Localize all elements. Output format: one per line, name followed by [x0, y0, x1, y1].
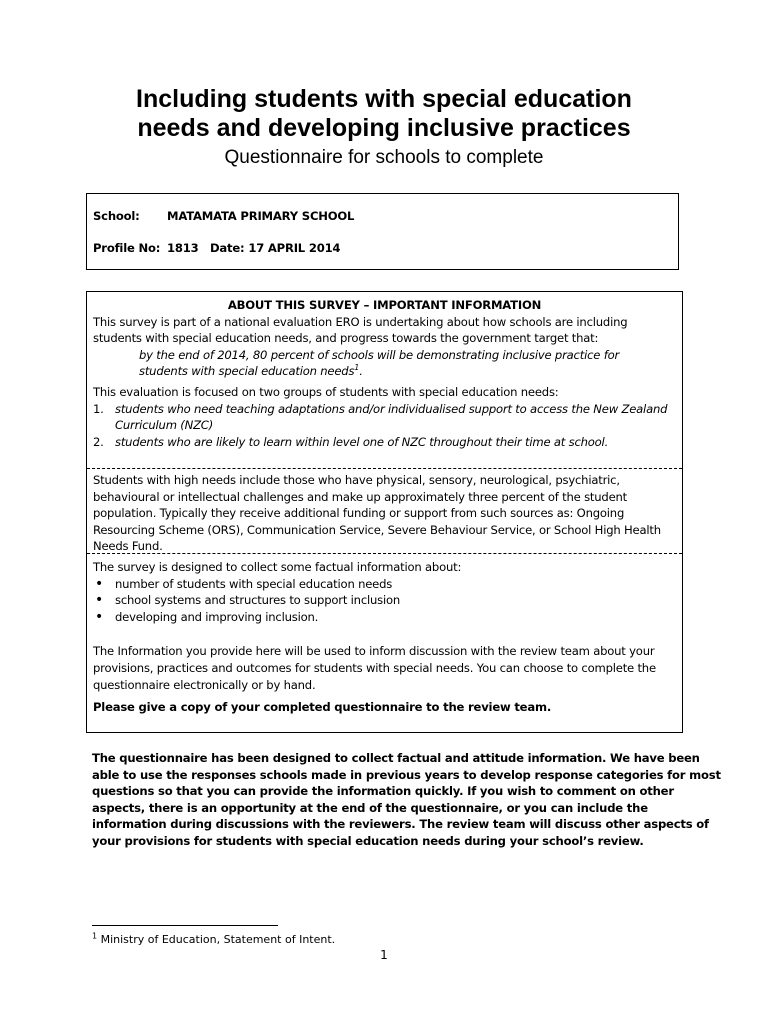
section-divider — [87, 553, 682, 554]
footnote — [92, 933, 335, 946]
bullet-icon: • — [95, 575, 104, 592]
collect-section — [93, 559, 676, 716]
profile-number-date — [167, 240, 340, 257]
groups-list — [93, 401, 676, 451]
list-item-text: developing and improving inclusion. — [115, 609, 319, 624]
footnote-ref: 1 — [354, 363, 360, 373]
footnote-number: 1 — [92, 931, 98, 941]
survey-heading: ABOUT THIS SURVEY – IMPORTANT INFORMATION — [227, 298, 542, 312]
target-quote: by the end of 2014, 80 percent of schools will be demonstrating inclusive practice for students with special education needs — [139, 347, 620, 379]
title-line-2: needs and developing inclusive practices — [137, 114, 631, 142]
groups-intro: This evaluation is focused on two groups of students with special education needs: — [93, 384, 559, 399]
list-item — [93, 609, 676, 626]
list-item — [93, 592, 676, 609]
document-subtitle: Questionnaire for schools to complete — [224, 147, 544, 168]
document-title — [0, 85, 768, 143]
government-target: by the end of 2014, 80 percent of schools will be demonstrating inclusive practice for students with special education needs$^1$. — [139, 347, 620, 379]
list-item-number: 2. — [93, 434, 104, 449]
info-use: The Information you provide here will be used to inform discussion with the review team about your provisions, practices and outcomes for students with special needs. You can choose to complete the questionnaire electronically or by hand. — [93, 644, 656, 692]
profile-label: Profile No: — [93, 241, 161, 255]
survey-info-box — [86, 291, 683, 733]
collect-list — [93, 576, 676, 626]
survey-intro: This survey is part of a national evaluation ERO is undertaking about how schools are including students with special education needs, and progress towards the government target that: — [93, 314, 628, 346]
school-label: School: — [93, 209, 140, 223]
date-value: 17 APRIL 2014 — [248, 241, 341, 255]
section-divider — [87, 468, 682, 469]
date-label: Date: — [209, 241, 245, 255]
body-paragraph: The questionnaire has been designed to collect factual and attitude information. We have been able to use the responses schools made in previous years to develop response categories for most questions so that you can provide the information quickly. If you wish to comment on other aspects, there is an opportunity at the end of the questionnaire, or you can include the information during discussions with the reviewers. The review team will discuss other aspects of your provisions for students with special education needs during your school’s review. — [92, 751, 721, 848]
profile-row — [93, 240, 341, 257]
list-item-text: school systems and structures to support inclusion — [115, 593, 401, 608]
list-item — [93, 401, 676, 434]
give-copy-instruction: Please give a copy of your completed questionnaire to the review team. — [93, 700, 552, 715]
list-item-number: 1. — [93, 401, 104, 416]
collect-intro: The survey is designed to collect some factual information about: — [93, 560, 462, 574]
school-info-box — [86, 193, 679, 270]
list-item — [93, 576, 676, 593]
bullet-icon: • — [95, 608, 104, 625]
school-row — [93, 208, 355, 225]
list-item-text: number of students with special education needs — [115, 576, 393, 591]
bullet-icon: • — [95, 592, 104, 609]
school-name: MATAMATA PRIMARY SCHOOL — [167, 209, 355, 223]
title-line-1: Including students with special education — [136, 85, 632, 113]
footnote-divider — [92, 925, 278, 926]
high-needs-section: Students with high needs include those who have physical, sensory, neurological, psychiatric, behavioural or intellectual challenges and make up approximately three percent of the student population. Typically they receive additional funding or support from such sources as: Ongoing Resourcing Scheme (ORS), Communication Service, Severe Behaviour Service, or School High Health Needs Fund. — [93, 473, 661, 554]
list-item — [93, 434, 676, 451]
survey-about-section — [93, 297, 676, 450]
list-item-text: students who are likely to learn within level one of NZC throughout their time at school. — [115, 434, 609, 449]
profile-number: 1813 — [167, 241, 199, 255]
footnote-text: Ministry of Education, Statement of Intent. — [97, 933, 336, 946]
page-number: 1 — [380, 948, 388, 962]
list-item-text: students who need teaching adaptations and/or individualised support to access the New Zealand Curriculum (NZC) — [115, 401, 668, 433]
